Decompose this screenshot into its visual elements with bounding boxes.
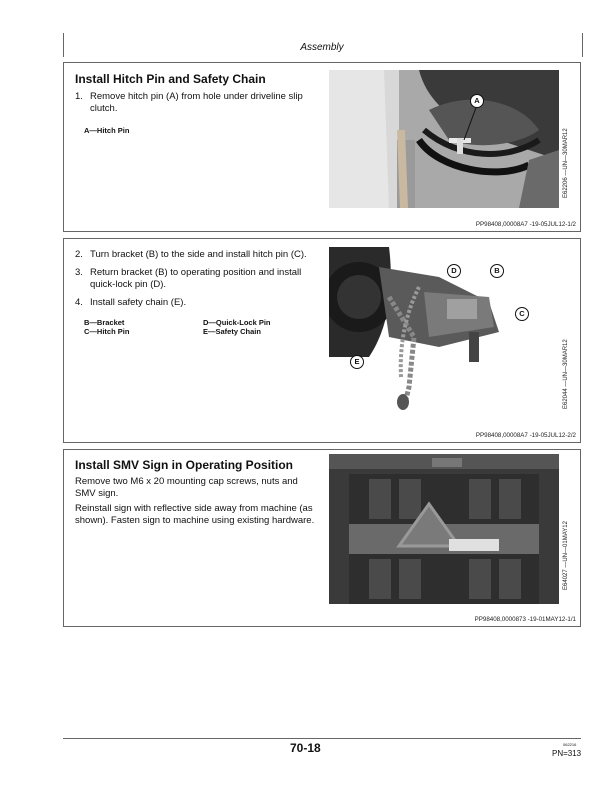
callout-b: B	[490, 264, 504, 278]
legend-right	[203, 318, 271, 336]
step-number: 3.	[75, 267, 83, 278]
legend-item: E—Safety Chain	[203, 327, 261, 336]
step-list	[75, 249, 311, 315]
step-item	[75, 91, 311, 115]
legend-item: A—Hitch Pin	[84, 126, 130, 135]
step-text: Install safety chain (E).	[90, 297, 187, 308]
step-number: 1.	[75, 91, 83, 102]
callout-c: C	[515, 307, 529, 321]
section-smv-sign	[63, 449, 581, 627]
image-code: E64027 —UN—01MAY12	[563, 521, 569, 590]
reference-code: PP98408,00008A7 -19-05JUL12-1/2	[475, 221, 576, 228]
section-hitch-pin	[63, 62, 581, 232]
page-pn: PN=313	[552, 749, 582, 758]
step-item	[75, 297, 311, 309]
reference-code: PP98408,0000873 -19-01MAY12-1/1	[474, 616, 576, 623]
safety-chain-photo	[329, 247, 559, 417]
section-title: Install Hitch Pin and Safety Chain	[75, 72, 266, 86]
instruction-paragraph: Remove two M6 x 20 mounting cap screws, nuts and SMV sign.	[75, 476, 298, 499]
legend-item: B—Bracket	[84, 318, 125, 327]
step-number: 4.	[75, 297, 83, 308]
legend	[84, 126, 129, 135]
footer-code: 062216	[563, 742, 577, 747]
smv-sign-photo	[329, 454, 559, 604]
step-item	[75, 249, 311, 261]
section-title: Install SMV Sign in Operating Position	[75, 458, 294, 472]
image-code: E62044 —UN—30MAR12	[563, 339, 569, 409]
legend-item: C—Hitch Pin	[84, 327, 130, 336]
footer-rule	[63, 738, 581, 739]
step-number: 2.	[75, 249, 83, 260]
callout-a: A	[470, 94, 484, 108]
image-code: E62206 —UN—30MAR12	[563, 128, 569, 198]
callout-d: D	[447, 264, 461, 278]
hitch-pin-photo	[329, 70, 559, 208]
step-text: Turn bracket (B) to the side and install hitch pin (C).	[90, 249, 307, 260]
step-text: Return bracket (B) to operating position and install quick-lock pin (D).	[90, 267, 302, 290]
page-header-title: Assembly	[300, 42, 344, 53]
legend-item: D—Quick-Lock Pin	[203, 318, 271, 327]
section-safety-chain	[63, 238, 581, 443]
step-text: Remove hitch pin (A) from hole under driveline slip clutch.	[90, 91, 303, 114]
instruction-paragraph: Reinstall sign with reflective side away from machine (as shown). Fasten sign to machine using existing hardware.	[75, 503, 315, 526]
reference-code: PP98408,00008A7 -19-05JUL12-2/2	[475, 432, 576, 439]
step-list	[75, 91, 311, 121]
callout-e: E	[350, 355, 364, 369]
page-number: 70-18	[290, 741, 321, 755]
legend-left	[84, 318, 129, 336]
step-item	[75, 267, 311, 291]
